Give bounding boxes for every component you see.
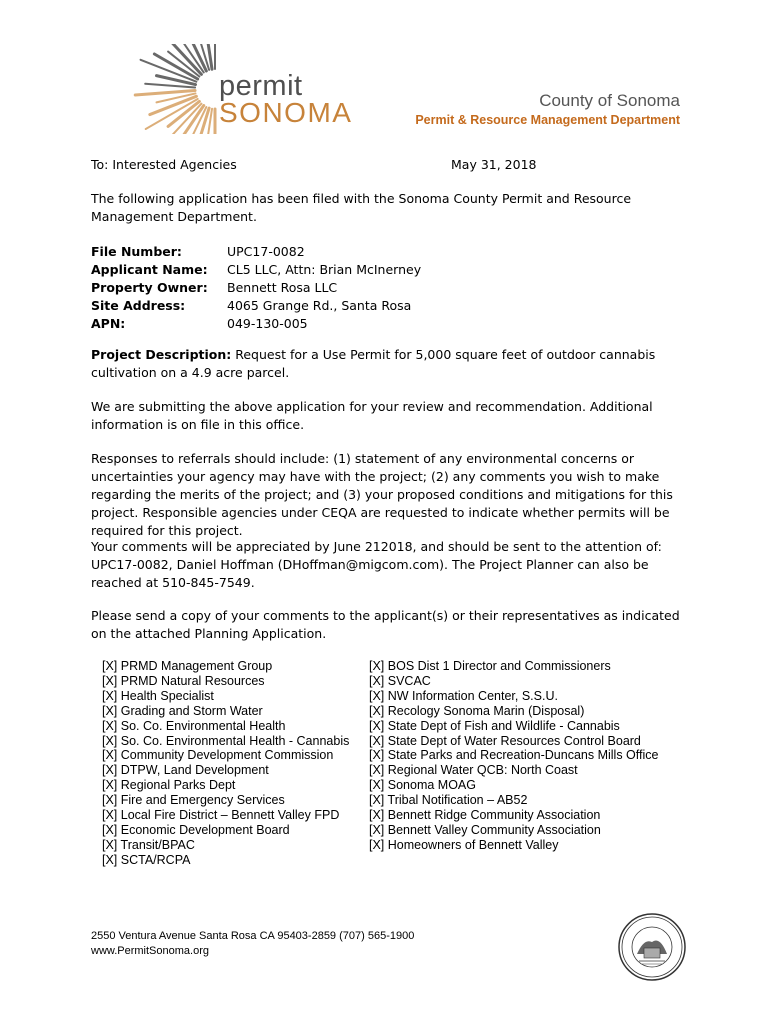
agency-item: [X] SVCAC bbox=[369, 673, 431, 688]
footer-website[interactable]: www.PermitSonoma.org bbox=[91, 945, 209, 957]
agency-item: [X] Economic Development Board bbox=[102, 822, 290, 837]
info-label: Property Owner: bbox=[91, 280, 208, 295]
project-description bbox=[91, 346, 691, 382]
agency-item: [X] Bennett Valley Community Association bbox=[369, 822, 601, 837]
responses-paragraph: Responses to referrals should include: (1) statement of any environmental concerns or uncertainties your agency may have with the project; (2) any comments you wish to make regarding the merits of the project; and (3) your proposed conditions and mitigations for this project. Responsible agencies under CEQA are requested to indicate whether permits will be required for this project. bbox=[91, 451, 673, 538]
info-value: UPC17-0082 bbox=[227, 244, 305, 259]
agency-item: [X] Transit/BPAC bbox=[102, 837, 195, 852]
department-name: Permit & Resource Management Department bbox=[415, 113, 680, 127]
agency-item: [X] Health Specialist bbox=[102, 688, 214, 703]
agency-item: [X] Sonoma MOAG bbox=[369, 778, 476, 793]
agency-item: [X] Regional Parks Dept bbox=[102, 778, 236, 793]
footer bbox=[91, 929, 414, 959]
application-info bbox=[91, 243, 421, 333]
recipient-line: To: Interested Agencies bbox=[91, 157, 237, 172]
agency-item: [X] Homeowners of Bennett Valley bbox=[369, 837, 559, 852]
sunburst-icon bbox=[90, 44, 220, 134]
sunburst-ray bbox=[135, 90, 195, 94]
agency-item: [X] So. Co. Environmental Health - Cannabis bbox=[102, 733, 350, 748]
agency-item: [X] Fire and Emergency Services bbox=[102, 793, 285, 808]
info-value: 4065 Grange Rd., Santa Rosa bbox=[227, 298, 412, 313]
info-label: APN: bbox=[91, 316, 126, 331]
agency-item: [X] Grading and Storm Water bbox=[102, 703, 263, 718]
info-value: Bennett Rosa LLC bbox=[227, 280, 338, 295]
logo-text-sonoma: SONOMA bbox=[219, 97, 353, 128]
agency-item: [X] Tribal Notification – AB52 bbox=[369, 793, 528, 808]
info-value: 049-130-005 bbox=[227, 316, 308, 331]
info-row-site-address bbox=[91, 297, 421, 315]
agency-item: [X] SCTA/RCPA bbox=[102, 852, 191, 867]
agency-item: [X] Local Fire District – Bennett Valley FPD bbox=[102, 808, 340, 823]
info-row-apn bbox=[91, 315, 421, 333]
agency-item: [X] NW Information Center, S.S.U. bbox=[369, 688, 558, 703]
county-name: County of Sonoma bbox=[539, 91, 680, 110]
project-description-label: Project Description: bbox=[91, 347, 232, 362]
intro-paragraph: The following application has been filed with the Sonoma County Permit and Resource Management Department. bbox=[91, 191, 632, 224]
info-value: CL5 LLC, Attn: Brian McInerney bbox=[227, 262, 422, 277]
agency-item: [X] DTPW, Land Development bbox=[102, 763, 269, 778]
agency-item: [X] State Dept of Water Resources Control Board bbox=[369, 733, 641, 748]
agency-item: [X] State Dept of Fish and Wildlife - Cannabis bbox=[369, 718, 620, 733]
agency-item: [X] Bennett Ridge Community Association bbox=[369, 808, 601, 823]
comments-paragraph: Your comments will be appreciated by June 212018, and should be sent to the attention of: UPC17-0082, Daniel Hoffman (DHoffman@migcom.com). The Project Planner can also be reached at 510-845-7549. bbox=[91, 539, 662, 590]
sunburst-ray bbox=[145, 84, 195, 88]
info-label: File Number: bbox=[91, 244, 182, 259]
info-row-file-number bbox=[91, 243, 421, 261]
footer-address: 2550 Ventura Avenue Santa Rosa CA 95403-2859 (707) 565-1900 bbox=[91, 930, 415, 942]
agency-item: [X] Community Development Commission bbox=[102, 748, 334, 763]
agency-item: [X] PRMD Natural Resources bbox=[102, 673, 265, 688]
agency-item: [X] BOS Dist 1 Director and Commissioners bbox=[369, 659, 611, 673]
agency-item: [X] PRMD Management Group bbox=[102, 659, 273, 673]
agency-item: [X] So. Co. Environmental Health bbox=[102, 718, 286, 733]
agency-item: [X] Regional Water QCB: North Coast bbox=[369, 763, 578, 778]
county-seal-icon bbox=[617, 912, 687, 982]
info-row-applicant-name bbox=[91, 261, 421, 279]
agency-list-right bbox=[369, 659, 658, 853]
sunburst-ray bbox=[189, 44, 206, 71]
info-label: Applicant Name: bbox=[91, 262, 208, 277]
info-row-property-owner bbox=[91, 279, 421, 297]
agency-item: [X] State Parks and Recreation-Duncans Mills Office bbox=[369, 748, 659, 763]
review-paragraph: We are submitting the above application for your review and recommendation. Additional information is on file in this office. bbox=[91, 399, 653, 432]
project-description-text: Request for a Use Permit for 5,000 square feet of outdoor cannabis cultivation on a 4.9 acre parcel. bbox=[91, 347, 656, 380]
logo-text-permit: permit bbox=[219, 70, 303, 102]
agency-list-left bbox=[102, 659, 349, 868]
letter-date: May 31, 2018 bbox=[451, 157, 537, 172]
copy-paragraph: Please send a copy of your comments to the applicant(s) or their representatives as indicated on the attached Planning Application. bbox=[91, 608, 680, 641]
agency-item: [X] Recology Sonoma Marin (Disposal) bbox=[369, 703, 585, 718]
sunburst-ray bbox=[194, 108, 209, 134]
info-label: Site Address: bbox=[91, 298, 186, 313]
